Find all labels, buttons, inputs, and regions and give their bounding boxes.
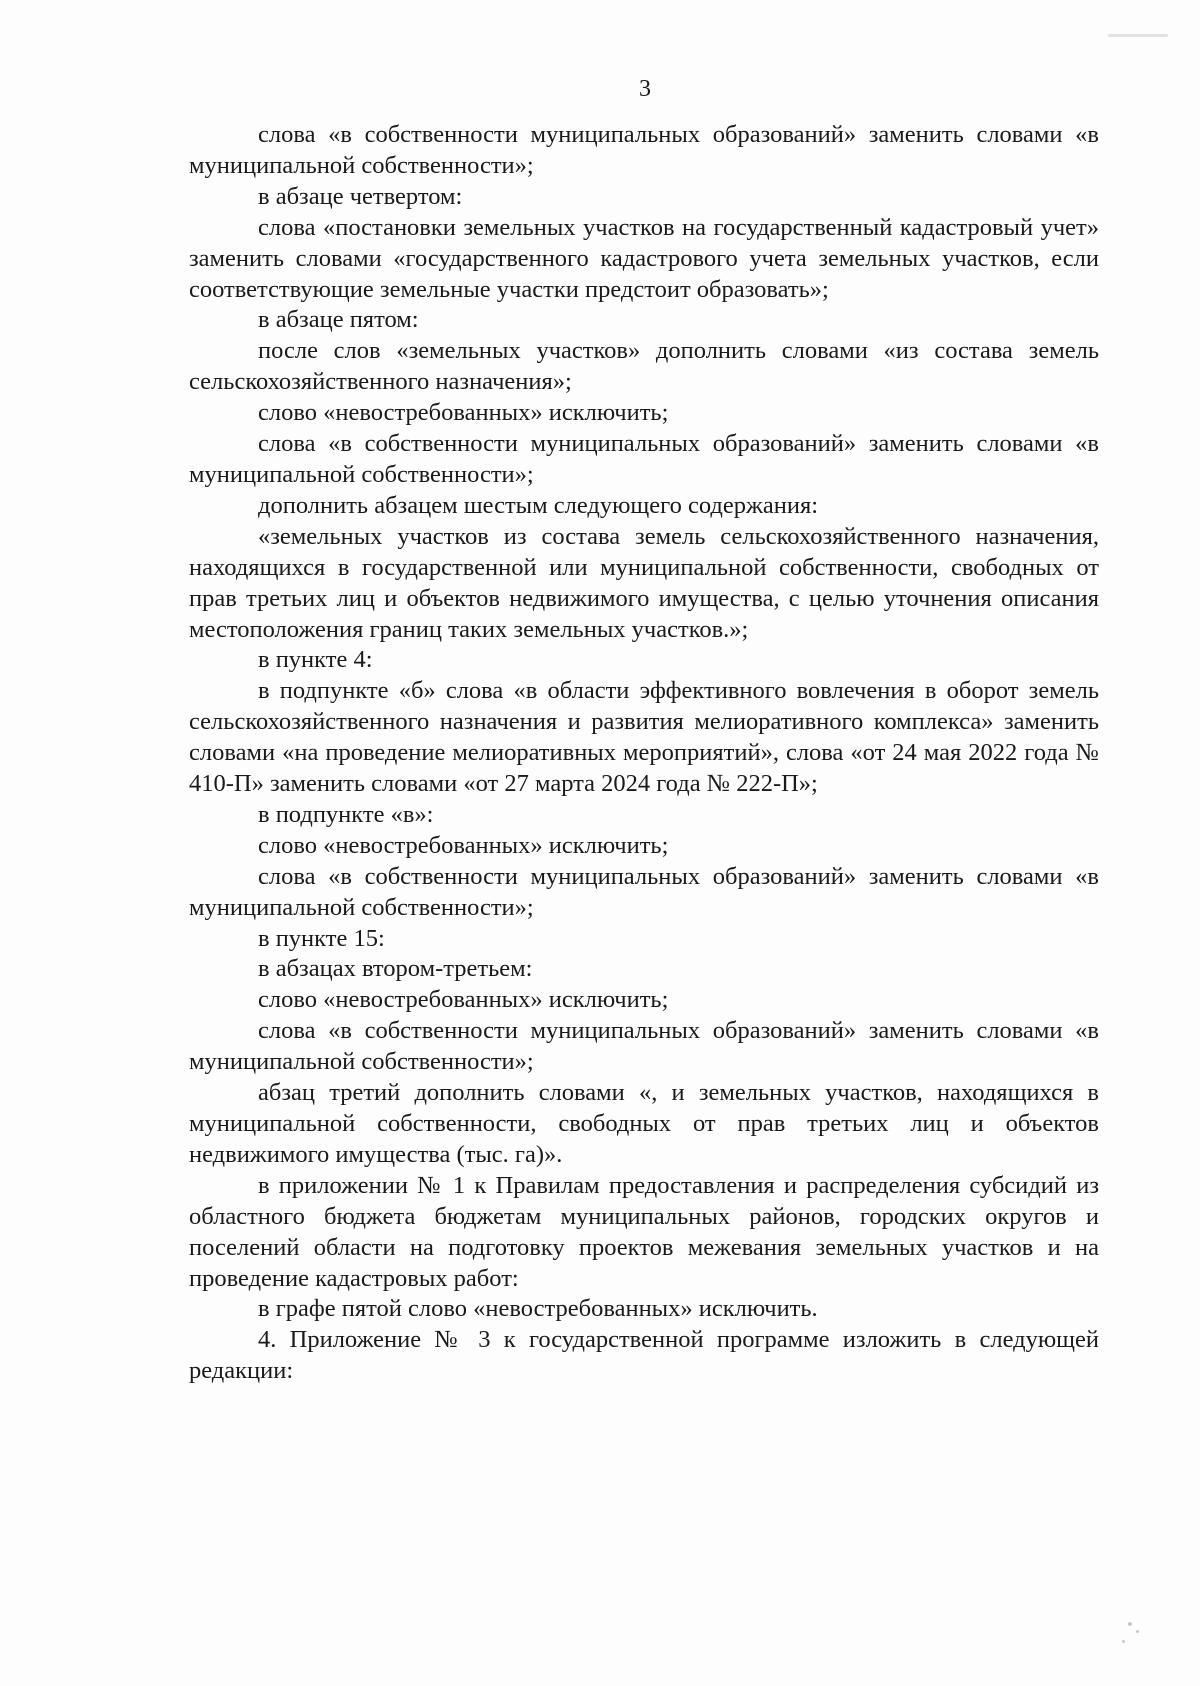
scan-speck	[1136, 1630, 1139, 1633]
paragraph: 4. Приложение № 3 к государственной программе изложить в следующей редакции:	[189, 1326, 1099, 1385]
paragraph: слова «постановки земельных участков на государственный кадастровый учет» заменить словами «государственного кадастрового учета земельных участков, если соответствующие земельные участки предстоит образовать»;	[189, 213, 1099, 303]
paragraph: после слов «земельных участков» дополнить словами «из состава земель сельскохозяйственного назначения»;	[189, 337, 1099, 396]
paragraph: в абзаце четвертом:	[258, 182, 463, 210]
paragraph: в пункте 4:	[258, 646, 373, 674]
paragraph: слова «в собственности муниципальных образований» заменить словами «в муниципальной собственности»;	[189, 121, 1099, 179]
scan-speck	[1108, 34, 1168, 37]
paragraph: в подпункте «в»:	[258, 800, 434, 828]
paragraph: слова «в собственности муниципальных образований» заменить словами «в муниципальной собственности»;	[189, 862, 1099, 921]
paragraph: абзац третий дополнить словами «, и земельных участков, находящихся в муниципальной собственности, свободных от прав третьих лиц и объектов недвижимого имущества (тыс. га)».	[189, 1079, 1099, 1168]
paragraph: в абзацах втором-третьем:	[258, 955, 533, 983]
document-body	[189, 120, 1099, 1387]
paragraph: в подпункте «б» слова «в области эффективного вовлечения в оборот земель сельскохозяйственного назначения и развития мелиоративного комплекса» заменить словами «на проведение мелиоративных мероприятий», слова «от 24 мая 2022 года № 410-П» заменить словами «от 27 марта 2024 года № 222-П»;	[189, 677, 1099, 798]
page-number: 3	[639, 76, 651, 102]
paragraph: слово «невостребованных» исключить;	[258, 986, 669, 1014]
scan-speck	[1128, 1622, 1132, 1626]
paragraph: слова «в собственности муниципальных образований» заменить словами «в муниципальной собственности»;	[189, 430, 1099, 488]
paragraph: слово «невостребованных» исключить;	[258, 399, 669, 427]
paragraph: в абзаце пятом:	[258, 306, 419, 334]
paragraph: «земельных участков из состава земель сельскохозяйственного назначения, находящихся в государственной или муниципальной собственности, свободных от прав третьих лиц и объектов недвижимого имущества, с целью уточнения описания местоположения границ таких земельных участков.»;	[189, 522, 1099, 643]
paragraph: слово «невостребованных» исключить;	[258, 831, 669, 859]
paragraph: в графе пятой слово «невостребованных» исключить.	[258, 1295, 818, 1323]
paragraph: в приложении № 1 к Правилам предоставления и распределения субсидий из областного бюджета бюджетам муниципальных районов, городских округов и поселений области на подготовку проектов межевания земельных участков и на проведение кадастровых работ:	[189, 1171, 1099, 1292]
paragraph: в пункте 15:	[258, 924, 385, 952]
scan-speck	[1122, 1640, 1125, 1643]
paragraph: дополнить абзацем шестым следующего содержания:	[258, 491, 819, 519]
paragraph: слова «в собственности муниципальных образований» заменить словами «в муниципальной собственности»;	[189, 1017, 1099, 1076]
